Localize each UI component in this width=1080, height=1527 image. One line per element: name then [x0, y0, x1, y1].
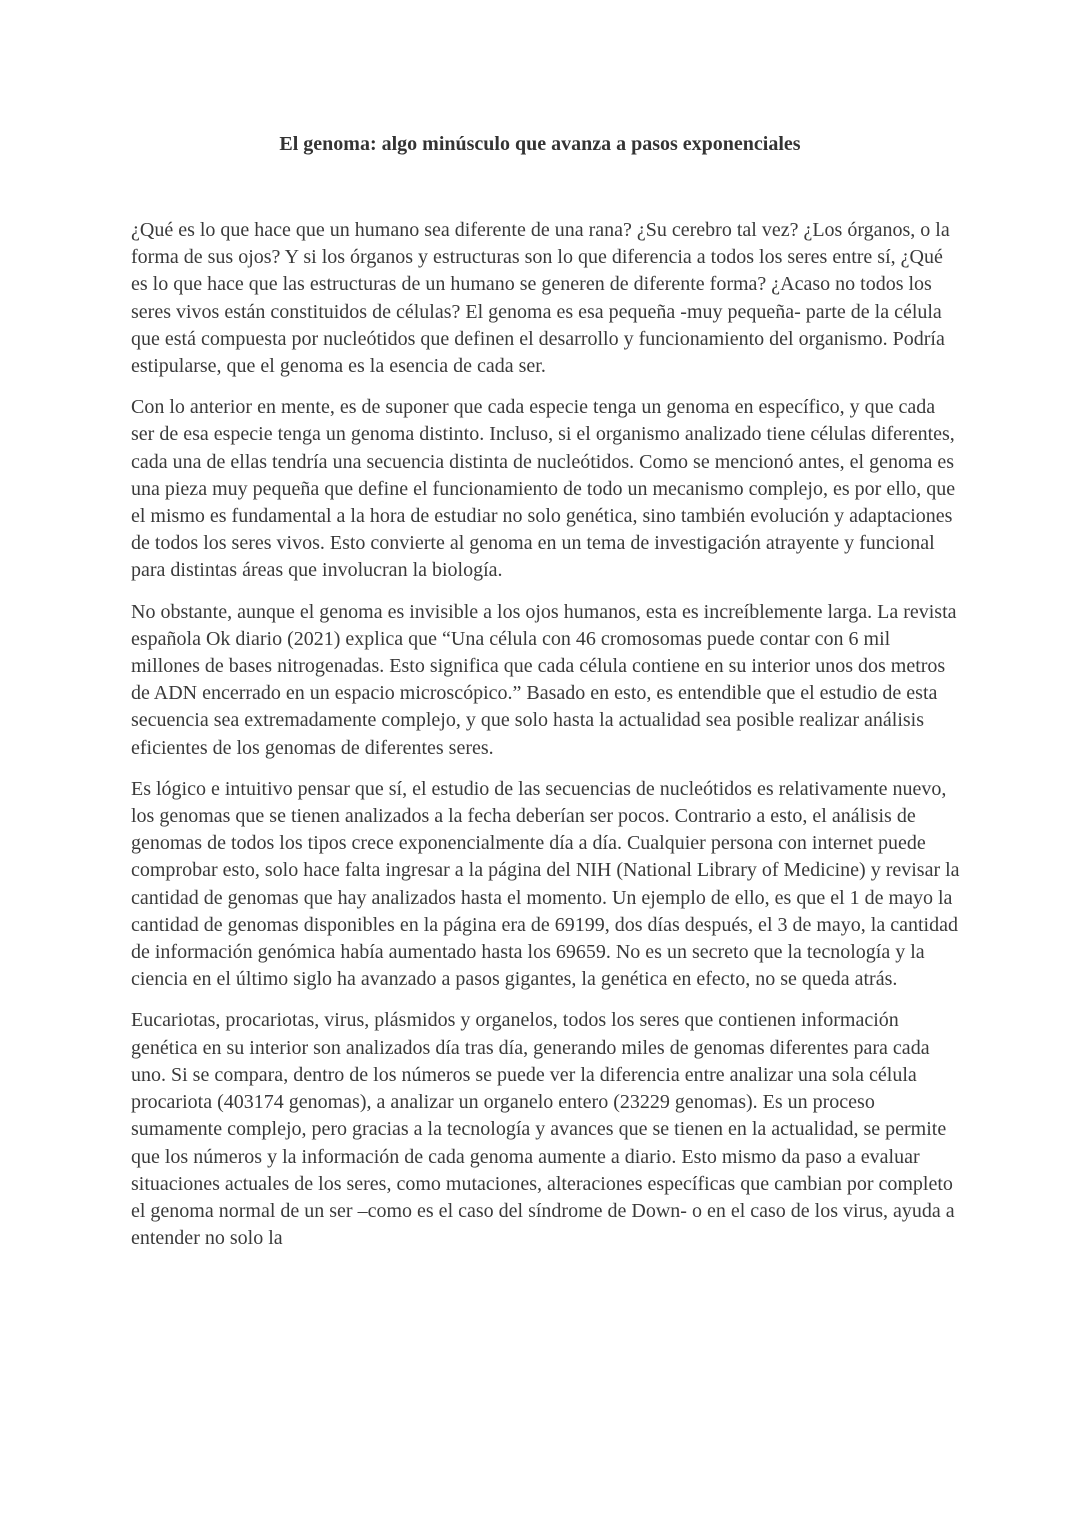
document-title: El genoma: algo minúsculo que avanza a pasos exponenciales [279, 133, 801, 155]
paragraph-3: No obstante, aunque el genoma es invisible a los ojos humanos, esta es increíblemente larga. La revista española Ok diario (2021) explica que “Una célula con 46 cromosomas puede contar con 6 mil millones de bases nitrogenadas. Esto significa que cada célula contiene en su interior unos dos metros de ADN encerrado en un espacio microscópico.” Basado en esto, es entendible que el estudio de esta secuencia sea extremadamente complejo, y que solo hasta la actualidad sea posible realizar análisis eficientes de los genomas de diferentes seres. [131, 600, 957, 759]
document-body [131, 217, 961, 1266]
paragraph-1: ¿Qué es lo que hace que un humano sea diferente de una rana? ¿Su cerebro tal vez? ¿Los órganos, o la forma de sus ojos? Y si los órganos y estructuras son lo que diferencia a todos los seres entre sí, ¿Qué es lo que hace que las estructuras de un humano se generen de diferente forma? ¿Acaso no todos los seres vivos están constituidos de células? El genoma es esa pequeña -muy pequeña- parte de la célula que está compuesta por nucleótidos que definen el desarrollo y funcionamiento del organismo. Podría estipularse, que el genoma es la esencia de cada ser. [131, 219, 950, 378]
paragraph-2: Con lo anterior en mente, es de suponer que cada especie tenga un genoma en específico, y que cada ser de esa especie tenga un genoma distinto. Incluso, si el organismo analizado tiene células diferentes, cada una de ellas tendría una secuencia distinta de nucleótidos. Como se mencionó antes, el genoma es una pieza muy pequeña que define el funcionamiento de todo un mecanismo complejo, es por ello, que el mismo es fundamental a la hora de estudiar no solo genética, sino también evolución y adaptaciones de todos los seres vivos. Esto convierte al genoma en un tema de investigación atrayente y funcional para distintas áreas que involucran la biología. [131, 396, 956, 582]
paragraph-4: Es lógico e intuitivo pensar que sí, el estudio de las secuencias de nucleótidos es relativamente nuevo, los genomas que se tienen analizados a la fecha deberían ser pocos. Contrario a esto, el análisis de genomas de todos los tipos crece exponencialmente día a día. Cualquier persona con internet puede comprobar esto, solo hace falta ingresar a la página del NIH (National Library of Medicine) y revisar la cantidad de genomas que hay analizados hasta el momento. Un ejemplo de ello, es que el 1 de mayo la cantidad de genomas disponibles en la página era de 69199, dos días después, el 3 de mayo, la cantidad de información genómica había aumentado hasta los 69659. No es un secreto que la tecnología y la ciencia en el último siglo ha avanzado a pasos gigantes, la genética en efecto, no se queda atrás. [131, 777, 960, 991]
paragraph-5: Eucariotas, procariotas, virus, plásmidos y organelos, todos los seres que contienen información genética en su interior son analizados día tras día, generando miles de genomas diferentes para cada uno. Si se compara, dentro de los números se puede ver la diferencia entre analizar una sola célula procariota (403174 genomas), a analizar un organelo entero (23229 genomas). Es un proceso sumamente complejo, pero gracias a la tecnología y avances que se tienen en la actualidad, se permite que los números y la información de cada genoma aumente a diario. Esto mismo da paso a evaluar situaciones actuales de los seres, como mutaciones, alteraciones específicas que cambian por completo el genoma normal de un ser –como es el caso del síndrome de Down- o en el caso de los virus, ayuda a entender no solo la [131, 1009, 955, 1250]
